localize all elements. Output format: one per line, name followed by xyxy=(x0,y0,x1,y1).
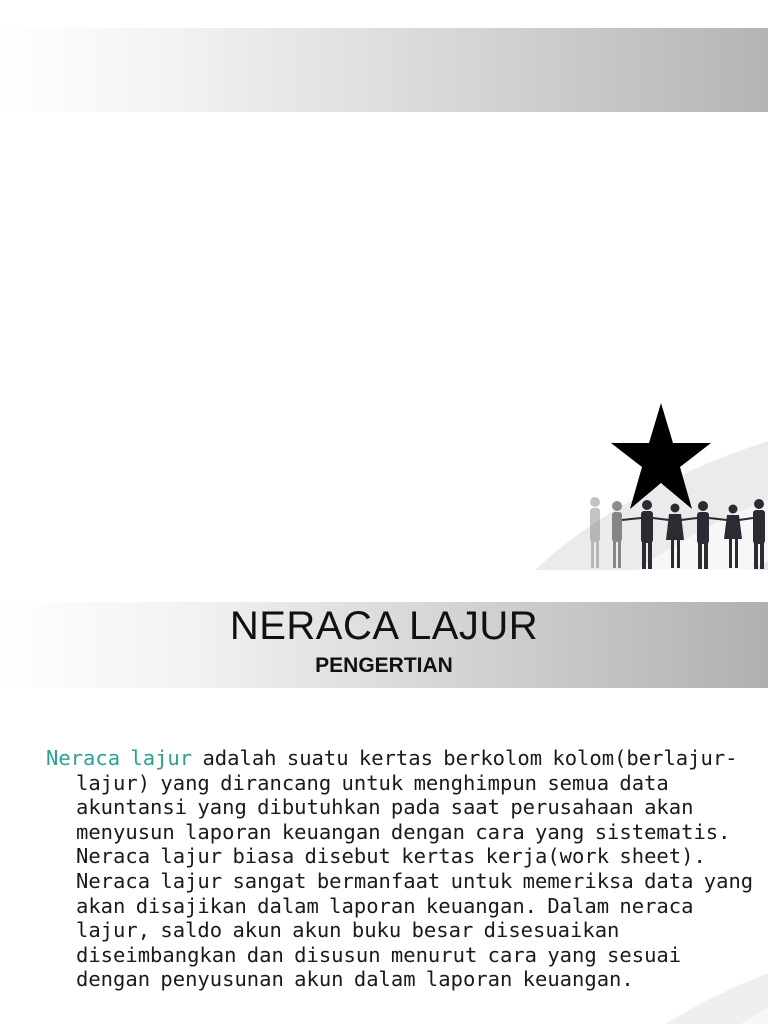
definition-text: adalah suatu kertas berkolom kolom(berlajur-lajur) yang dirancang untuk menghimpun semua data akuntansi yang dibutuhkan pada saat perusahaan akan menyusun laporan keuangan dengan cara yang sistematis. Neraca lajur biasa disebut kertas kerja(work sheet). Neraca lajur sangat bermanfaat untuk memeriksa data yang akan disajikan dalam laporan keuangan. Dalam neraca lajur, saldo akun akun buku besar disesuaikan diseimbangkan dan disusun menurut cara yang sesuai dengan penyusunan akun dalam laporan keuangan. xyxy=(76,746,754,992)
star-icon xyxy=(611,403,711,511)
page-subtitle: PENGERTIAN xyxy=(315,654,453,677)
header-gradient-band xyxy=(0,28,768,112)
definition-paragraph xyxy=(46,746,756,992)
page-title: NERACA LAJUR xyxy=(229,604,539,648)
definition-term: Neraca lajur xyxy=(46,746,193,770)
slide-2 xyxy=(0,586,768,1024)
